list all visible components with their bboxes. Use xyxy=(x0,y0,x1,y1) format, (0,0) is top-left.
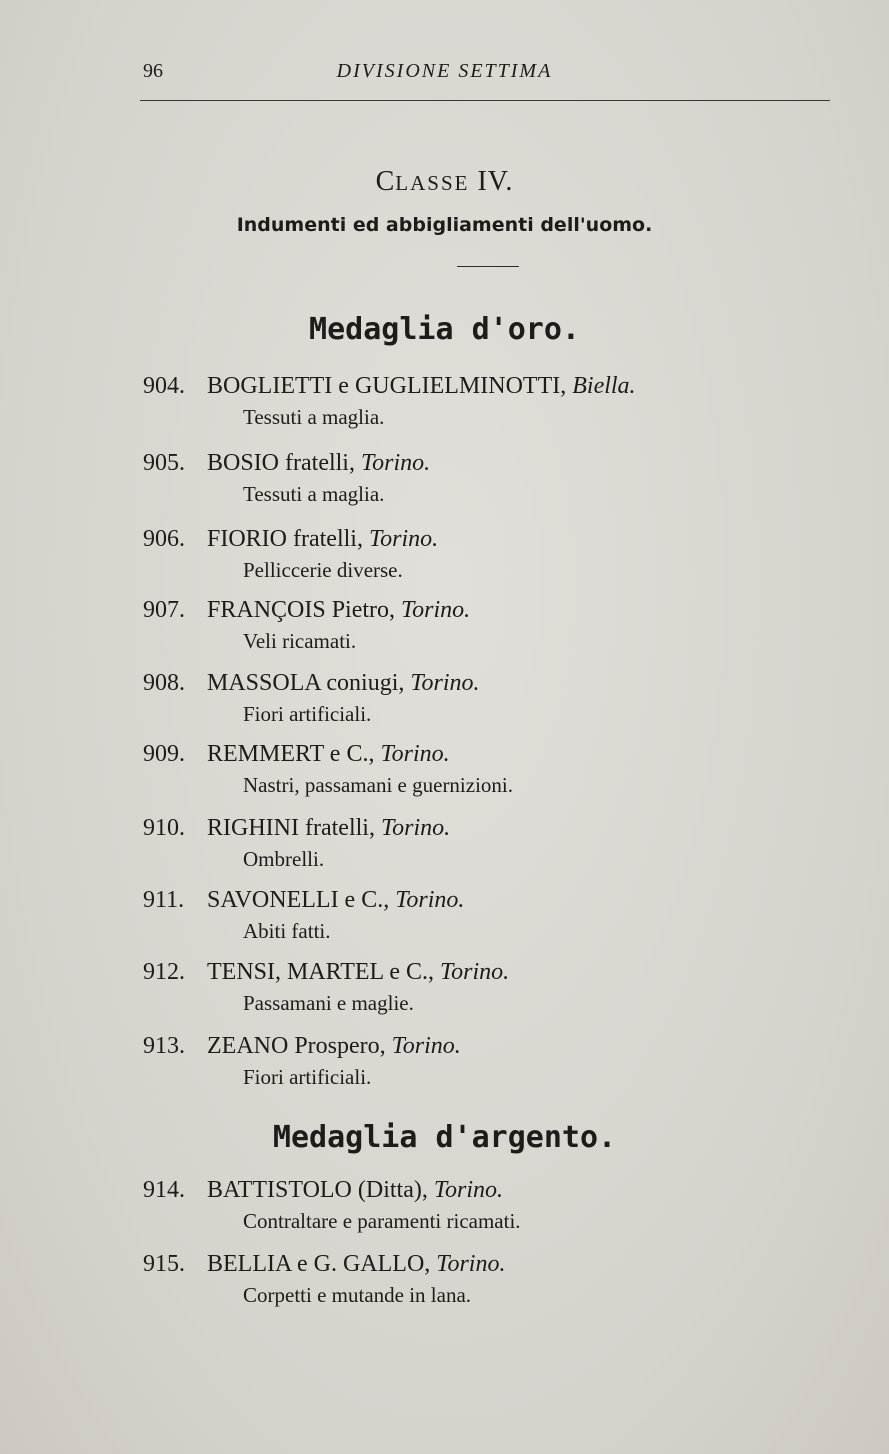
entry-name: MASSOLA coniugi, xyxy=(207,670,405,696)
class-heading xyxy=(0,166,889,198)
entry-name: BATTISTOLO (Ditta), xyxy=(207,1177,428,1203)
entry-number: 912. xyxy=(143,959,185,985)
entry-number: 913. xyxy=(143,1033,185,1059)
entry-place: Torino. xyxy=(395,887,465,913)
entry xyxy=(143,669,843,727)
entry-place: Torino. xyxy=(401,597,471,623)
entry-number: 906. xyxy=(143,526,185,552)
running-title: DIVISIONE SETTIMA xyxy=(336,60,553,82)
class-subtitle: Indumenti ed abbigliamenti dell'uomo. xyxy=(236,214,653,236)
entry-number: 911. xyxy=(143,887,185,913)
entry-description: Ombrelli. xyxy=(243,847,325,871)
entry-name: BOGLIETTI e GUGLIELMINOTTI, xyxy=(207,373,567,399)
class-heading-number: IV. xyxy=(477,166,514,197)
section-silver-heading: Medaglia d'argento. xyxy=(272,1120,617,1155)
entry-place: Torino. xyxy=(439,959,510,985)
entry xyxy=(143,886,843,944)
entry xyxy=(143,740,843,798)
entry-description: Fiori artificiali. xyxy=(243,702,372,726)
entry-description: Abiti fatti. xyxy=(243,919,331,943)
entry-place: Torino. xyxy=(410,670,480,696)
header-rule xyxy=(140,100,830,101)
entry-place: Torino. xyxy=(436,1251,506,1277)
entry xyxy=(143,525,843,583)
entry xyxy=(143,596,843,654)
entry-number: 905. xyxy=(143,450,185,476)
entry-description: Corpetti e mutande in lana. xyxy=(243,1283,472,1307)
entry-description: Pelliccerie diverse. xyxy=(243,558,403,582)
entry-place: Biella. xyxy=(572,373,636,399)
entry-place: Torino. xyxy=(380,815,451,841)
entry-description: Tessuti a maglia. xyxy=(243,405,385,429)
page-number: 96 xyxy=(143,60,163,82)
entry-name: SAVONELLI e C., xyxy=(207,887,390,913)
entry-number: 909. xyxy=(143,741,185,767)
entry xyxy=(143,958,843,1016)
entry xyxy=(143,814,843,872)
entry-number: 915. xyxy=(143,1251,185,1277)
entry-name: FIORIO fratelli, xyxy=(207,526,363,552)
entry-name: REMMERT e C., xyxy=(207,741,375,767)
class-heading-rest: LASSE xyxy=(395,171,470,195)
entry xyxy=(143,449,843,507)
entry-place: Torino. xyxy=(433,1177,504,1203)
entry xyxy=(143,1176,843,1234)
class-heading-initial: C xyxy=(375,166,396,197)
section-gold-heading: Medaglia d'oro. xyxy=(309,312,580,347)
entry-place: Torino. xyxy=(380,741,450,767)
entry-number: 910. xyxy=(143,815,185,841)
entry-description: Tessuti a maglia. xyxy=(243,482,385,506)
entry-place: Torino. xyxy=(391,1033,461,1059)
entry xyxy=(143,372,843,430)
entry-name: TENSI, MARTEL e C., xyxy=(207,959,434,985)
entry-name: FRANÇOIS Pietro, xyxy=(207,597,396,623)
divider xyxy=(457,266,519,267)
entry-name: BOSIO fratelli, xyxy=(207,450,355,476)
entry-description: Fiori artificiali. xyxy=(243,1065,372,1089)
entry xyxy=(143,1250,843,1308)
entry-place: Torino. xyxy=(368,526,439,552)
entry-number: 907. xyxy=(143,597,185,623)
entry-description: Passamani e maglie. xyxy=(243,991,414,1015)
entry-number: 908. xyxy=(143,670,185,696)
entry-number: 904. xyxy=(143,373,185,399)
entry-name: ZEANO Prospero, xyxy=(207,1033,386,1059)
entry-name: RIGHINI fratelli, xyxy=(207,815,375,841)
entry-description: Contraltare e paramenti ricamati. xyxy=(243,1209,521,1233)
entry-description: Nastri, passamani e guernizioni. xyxy=(243,773,514,797)
entry-number: 914. xyxy=(143,1177,185,1203)
entry-description: Veli ricamati. xyxy=(243,629,357,653)
entry xyxy=(143,1032,843,1090)
entry-place: Torino. xyxy=(360,450,431,476)
entry-name: BELLIA e G. GALLO, xyxy=(207,1251,431,1277)
